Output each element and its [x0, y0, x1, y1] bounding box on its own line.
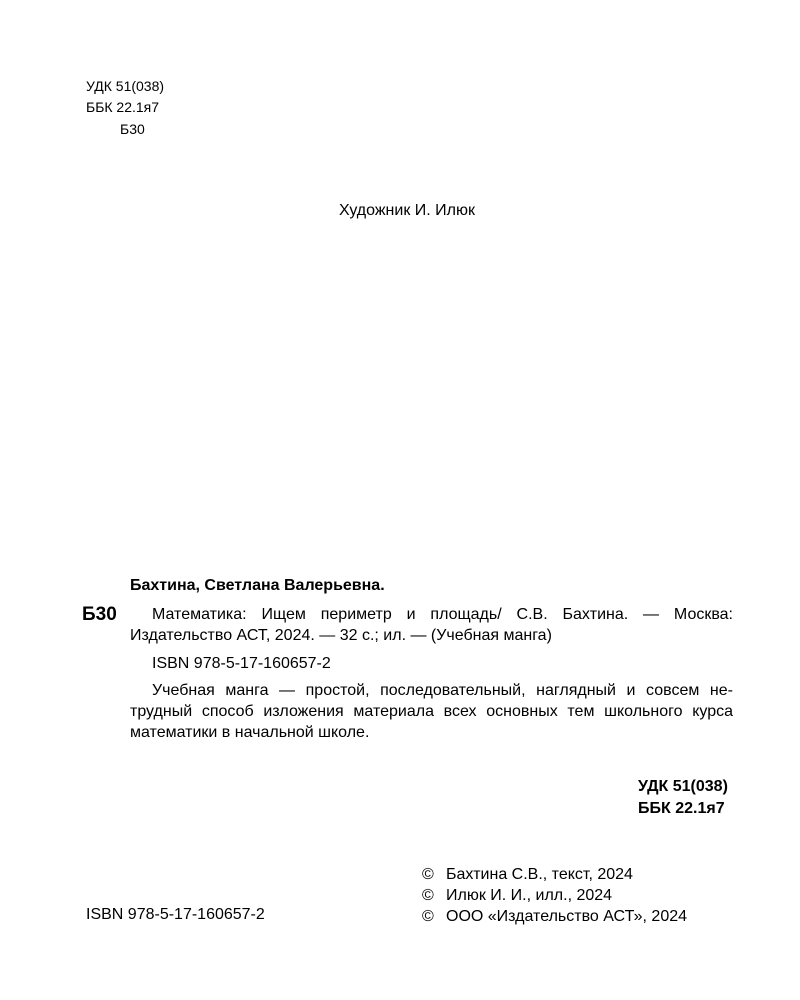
- udk-code-bottom: УДК 51(038): [638, 778, 728, 795]
- copyright-illustrations-label: Илюк И. И., илл., 2024: [446, 887, 613, 904]
- description-line-1: Математика: Ищем периметр и площадь/ С.В. Бахтина. — Москва:: [152, 606, 733, 623]
- copyright-text-label: Бахтина С.В., текст, 2024: [446, 866, 633, 883]
- copyright-text: [422, 864, 633, 885]
- copyright-symbol: ©: [422, 866, 434, 883]
- copyright-symbol: ©: [422, 908, 434, 925]
- copyright-illustrations: [422, 885, 612, 906]
- copyright-publisher-label: ООО «Издательство АСТ», 2024: [446, 908, 688, 925]
- copyright-symbol: ©: [422, 887, 434, 904]
- copyright-publisher: [422, 906, 687, 927]
- isbn-footer: ISBN 978-5-17-160657-2: [86, 906, 265, 923]
- bibliographic-description: [130, 604, 733, 646]
- author-mark-top: Б30: [120, 121, 145, 137]
- annotation-line-2: трудный способ изложения материала всех основных тем школьного курса: [130, 703, 733, 720]
- annotation-line-1: Учебная манга — простой, последовательный, наглядный и совсем не-: [152, 682, 733, 699]
- bbk-code-bottom: ББК 22.1я7: [638, 800, 725, 817]
- author-heading: Бахтина, Светлана Валерьевна.: [130, 577, 385, 594]
- annotation: [130, 680, 733, 743]
- udk-code-top: УДК 51(038): [86, 78, 165, 94]
- annotation-line-3: математики в начальной школе.: [130, 724, 370, 741]
- illustrator-credit: Художник И. Илюк: [339, 202, 475, 219]
- author-mark: Б30: [82, 604, 117, 625]
- isbn-record: ISBN 978-5-17-160657-2: [152, 655, 331, 672]
- bbk-code-top: ББК 22.1я7: [86, 99, 160, 115]
- description-line-2: Издательство АСТ, 2024. — 32 с.; ил. — (Учебная манга): [130, 627, 552, 644]
